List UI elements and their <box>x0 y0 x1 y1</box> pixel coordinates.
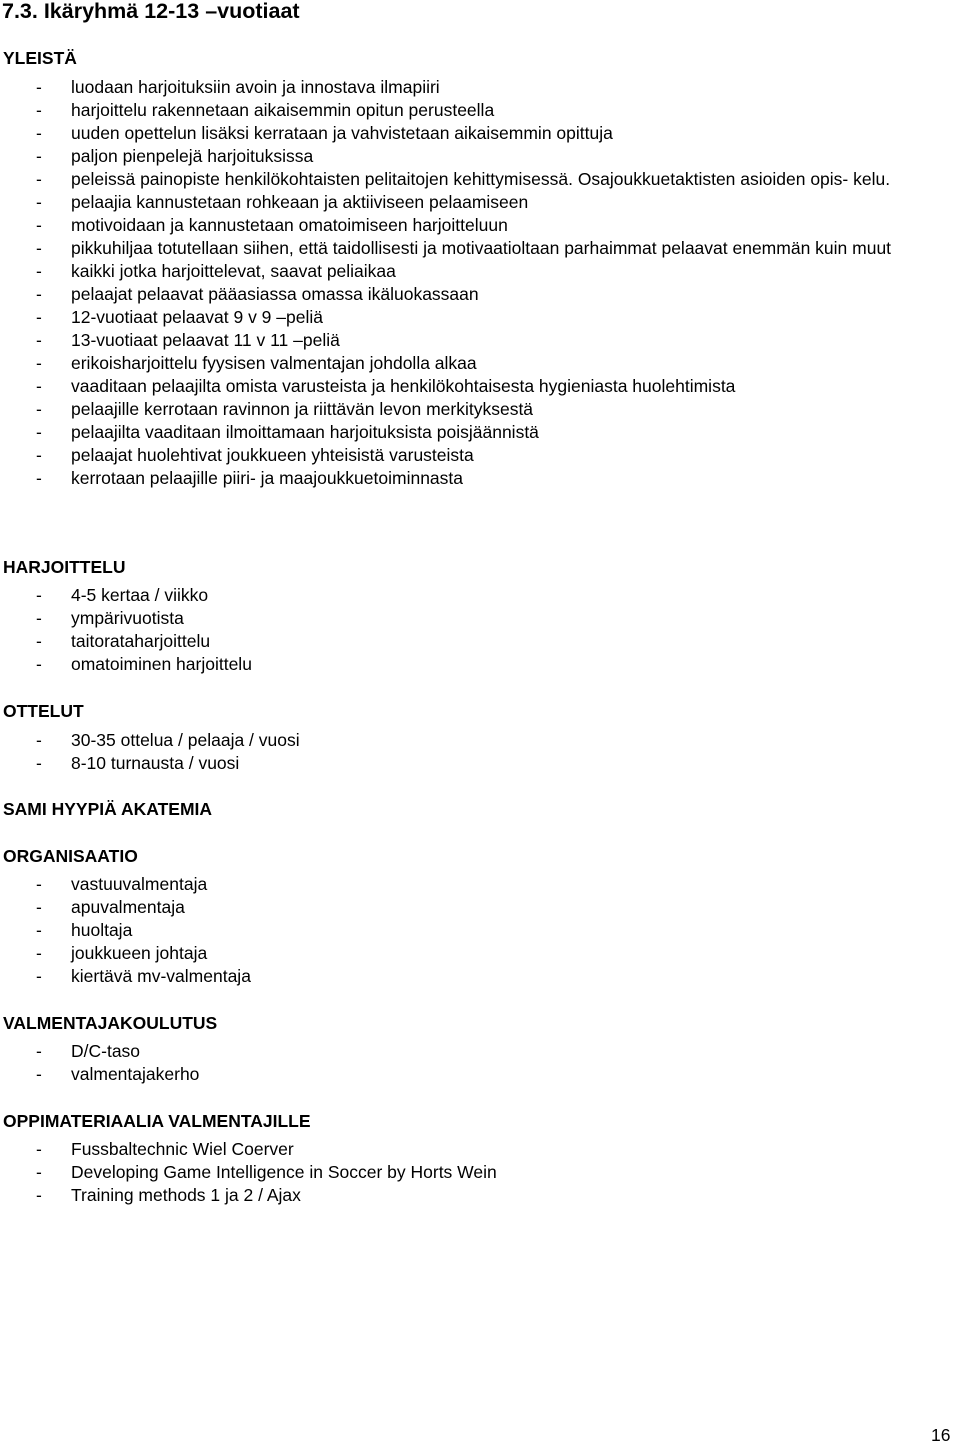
section-heading-harjoittelu: HARJOITTELU <box>3 557 126 577</box>
list-oppimateriaalia <box>0 1138 960 1207</box>
list-item: - erikoisharjoittelu fyysisen valmentajan johdolla alkaa <box>36 353 477 373</box>
list-item: - Training methods 1 ja 2 / Ajax <box>36 1185 301 1205</box>
list-item: - taitorataharjoittelu <box>36 631 211 651</box>
list-item: - paljon pienpelejä harjoituksissa <box>36 146 314 166</box>
list-item: - kaikki jotka harjoittelevat, saavat peliaikaa <box>36 261 396 281</box>
list-item: - kiertävä mv-valmentaja <box>36 966 251 986</box>
list-item: - 12-vuotiaat pelaavat 9 v 9 –peliä <box>36 307 323 327</box>
list-item: - luodaan harjoituksiin avoin ja innostava ilmapiiri <box>36 77 440 97</box>
list-item: - peleissä painopiste henkilökohtaisten pelitaitojen kehittymisessä. Osajoukkuetaktisten asioiden opis- kelu. <box>36 169 891 189</box>
list-item: - Fussbaltechnic Wiel Coerver <box>36 1139 294 1159</box>
list-item: - ympärivuotista <box>36 608 184 628</box>
list-item: - 8-10 turnausta / vuosi <box>36 753 240 773</box>
list-item: - harjoittelu rakennetaan aikaisemmin opitun perusteella <box>36 100 495 120</box>
list-item: - pelaajilta vaaditaan ilmoittamaan harjoituksista poisjäännistä <box>36 422 539 442</box>
list-item: - apuvalmentaja <box>36 897 185 917</box>
list-item: - pelaajille kerrotaan ravinnon ja riittävän levon merkityksestä <box>36 399 534 419</box>
list-item: - vaaditaan pelaajilta omista varusteista ja henkilökohtaisesta hygieniasta huolehtimista <box>36 376 736 396</box>
list-item: - motivoidaan ja kannustetaan omatoimiseen harjoitteluun <box>36 215 508 235</box>
list-yleista <box>0 76 960 490</box>
list-item: - valmentajakerho <box>36 1064 200 1084</box>
list-item: - vastuuvalmentaja <box>36 874 208 894</box>
section-heading-sami-hyypia-akatemia: SAMI HYYPIÄ AKATEMIA <box>3 799 213 819</box>
list-harjoittelu <box>0 584 960 676</box>
list-item: - 30-35 ottelua / pelaaja / vuosi <box>36 730 300 750</box>
page-number: 16 <box>931 1425 951 1445</box>
list-item: - pelaajat huolehtivat joukkueen yhteisistä varusteista <box>36 445 474 465</box>
list-organisaatio <box>0 873 960 988</box>
list-item: - Developing Game Intelligence in Soccer by Horts Wein <box>36 1162 497 1182</box>
list-item: - 4-5 kertaa / viikko <box>36 585 209 605</box>
section-heading-organisaatio: ORGANISAATIO <box>3 846 138 866</box>
section-heading-oppimateriaalia-valmentajille: OPPIMATERIAALIA VALMENTAJILLE <box>3 1111 311 1131</box>
list-valmentajakoulutus <box>0 1040 960 1086</box>
page-title: 7.3. Ikäryhmä 12-13 –vuotiaat <box>2 0 300 23</box>
list-item: - kerrotaan pelaajille piiri- ja maajoukkuetoiminnasta <box>36 468 464 488</box>
list-item: - D/C-taso <box>36 1041 141 1061</box>
list-item: - joukkueen johtaja <box>36 943 208 963</box>
section-heading-valmentajakoulutus: VALMENTAJAKOULUTUS <box>3 1013 218 1033</box>
list-item: - pikkuhiljaa totutellaan siihen, että taidollisesti ja motivaatioltaan parhaimmat pelaavat enemmän kuin muut <box>36 238 892 258</box>
list-item: - pelaajat pelaavat pääasiassa omassa ikäluokassaan <box>36 284 479 304</box>
list-item: - huoltaja <box>36 920 133 940</box>
section-heading-ottelut: OTTELUT <box>3 701 84 721</box>
list-item: - uuden opettelun lisäksi kerrataan ja vahvistetaan aikaisemmin opittuja <box>36 123 613 143</box>
section-heading-yleista: YLEISTÄ <box>3 48 77 68</box>
list-item: - omatoiminen harjoittelu <box>36 654 252 674</box>
list-item: - pelaajia kannustetaan rohkeaan ja aktiiviseen pelaamiseen <box>36 192 529 212</box>
list-item: - 13-vuotiaat pelaavat 11 v 11 –peliä <box>36 330 340 350</box>
list-ottelut <box>0 729 960 775</box>
